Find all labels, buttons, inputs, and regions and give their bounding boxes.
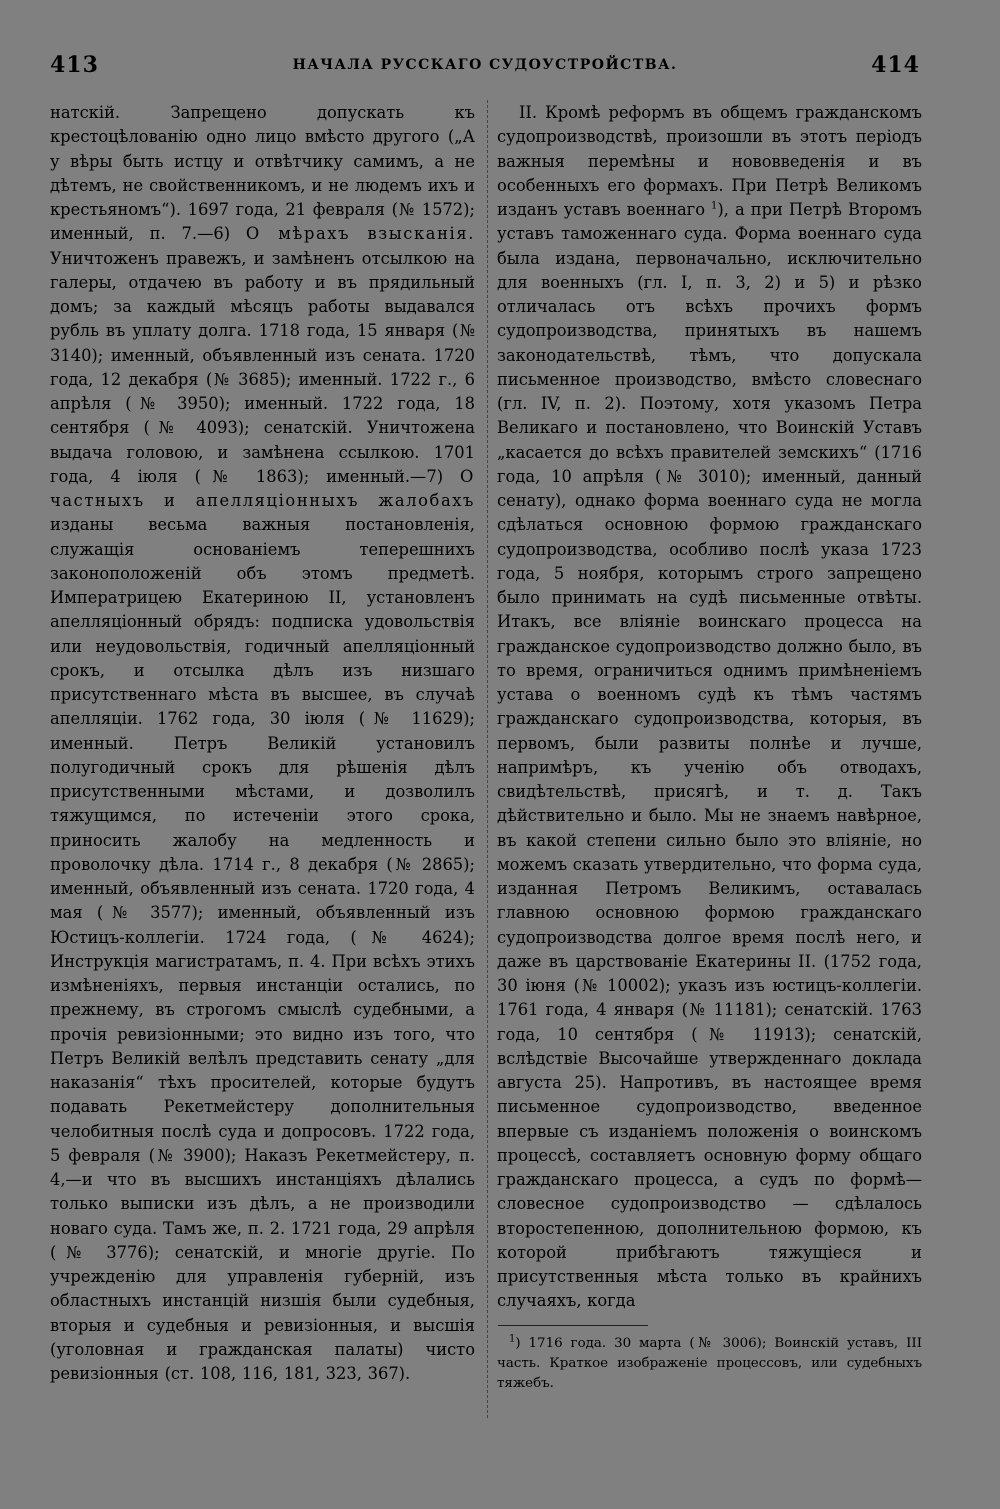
running-title: НАЧАЛА РУССКАГО СУДОУСТРОЙСТВА. (292, 57, 678, 73)
right-text-2: ), а при Петрѣ Второмъ уставъ таможеннаго суда. Форма военнаго суда была издана, первоначально, исключительно для военныхъ (гл. I, п. 3, 2) и 5) и рѣзко отличалась отъ всѣхъ прочихъ формъ судопроизводства, принятыхъ въ нашемъ законодательствѣ, тѣмъ, что допускала письменное производство, вмѣсто словеснаго (гл. IV, п. 2). Поэтому, хотя указомъ Петра Великаго и постановлено, что Воинскій Уставъ „касается до всѣхъ правителей земскихъ“ (1716 года, 10 апрѣля (№ 3010); именный, данный сенату), однако форма военнаго суда не могла сдѣлаться основною формою гражданскаго судопроизводства, особливо послѣ указа 1723 года, 5 ноября, которымъ строго запрещено было принимать на судѣ письменные отвѣты. Итакъ, все вліяніе воинскаго процесса на гражданское судопроизводство должно было, въ то время, ограничиться однимъ примѣненіемъ устава о военномъ судѣ къ тѣмъ частямъ гражданскаго судопроизводства, которыя, въ первомъ, были развиты полнѣе и лучше, напримѣръ, къ ученію объ отводахъ, свидѣтельствѣ, присягѣ, и т. д. Такъ дѣйствительно и было. Мы не знаемъ навѣрное, въ какой степени сильно было это вліяніе, но можемъ сказать утвердительно, что форма суда, изданная Петромъ Великимъ, оставалась главною основною формою гражданскаго судопроизводства долгое время послѣ него, и даже въ царствованіе Екатерины II. (1752 года, 30 іюня (№ 10002); указъ изъ юстицъ-коллегіи. 1761 года, 4 января (№ 11181); сенатскій. 1763 года, 10 сентября (№ 11913); сенатскій, вслѣдствіе Высочайше утвержденнаго доклада августа 25). Напротивъ, въ настоящее время письменное судопроизводство, введенное впервые съ изданіемъ положенія о воинскомъ процессѣ, составляетъ основную форму общаго гражданскаго процесса, а судъ по формѣ—словесное судопроизводство — сдѣлалось второстепенною, дополнительною формою, къ которой прибѣгаютъ тяжущіеся и присутственныя мѣста только въ крайнихъ случаяхъ, когда (497, 200, 922, 1311)
left-text-1: натскій. Запрещено допускать къ крестоцѣлованію одно лицо вмѣсто другого („А у вѣры быть истцу и отвѣтчику самимъ, а не дѣтемъ, не свойственникомъ, и не людемъ ихъ и крестьяномъ“). 1697 года, 21 февраля (№ 1572); именный, п. 7.—6) (50, 103, 475, 244)
right-column (497, 101, 922, 1314)
spaced-heading-measures: О мѣрахъ взысканія. (245, 224, 475, 244)
left-text-2: Уничтоженъ правежъ, и замѣненъ отсылкою на галеры, отдачею въ работу и въ прядильный домъ; за каждый мѣсяцъ работы выдавался рубль въ уплату долга. 1718 года, 15 января (№ 3140); именный, объявленный изъ сената. 1720 года, 12 декабря (№ 3685); именный. 1722 г., 6 апрѣля (№ 3950); именный. 1722 года, 18 сентября (№ 4093); сенатскій. Уничтожена выдача головою, и замѣнена ссылкою. 1701 года, 4 іюля (№ 1863); именный.—7) (50, 248, 475, 486)
left-column (50, 101, 475, 1386)
page-number-left: 413 (50, 52, 99, 78)
left-text-3: изданы весьма важныя постановленія, служащія основаніемъ теперешнихъ законоположеній объ этомъ предметѣ. Императрицею Екатериною II, установленъ апелляціонный обрядъ: подписка удовольствія или неудовольствія, годичный апелляціонный срокъ, и отсылка дѣлъ изъ низшаго присутственнаго мѣста въ высшее, въ случаѣ апелляціи. 1762 года, 30 іюля (№ 11629); именный. Петръ Великій установилъ полугодичный срокъ для рѣшенія дѣлъ присутственными мѣстами, и дозволилъ тяжущимся, по истеченіи этого срока, приносить жалобу на медленность и проволочку дѣла. 1714 г., 8 декабря (№ 2865); именный, объявленный изъ сената. 1720 года, 4 мая (№ 3577); именный, объявленный изъ Юстицъ-коллегіи. 1724 года, (№ 4624); Инструкція магистратамъ, п. 4. При всѣхъ этихъ измѣненіяхъ, первыя инстанціи остались, по прежнему, въ строгомъ смыслѣ судебными, а прочія ревизіонными; это видно изъ того, что Петръ Великій велѣлъ представить сенату „для наказанія“ тѣхъ просителей, которые будутъ подавать Рекетмейстеру дополнительныя челобитныя послѣ суда и допросовъ. 1722 года, 5 февраля (№ 3900); Наказъ Рекетмейстеру, п. 4,—и что въ высшихъ инстанціяхъ дѣлались только выписки изъ дѣлъ, а не производили новаго суда. Тамъ же, п. 2. 1721 года, 29 апрѣля (№ 3776); сенатскій, и многіе другіе. По учрежденію для управленія губерній, изъ областныхъ инстанцій низшія были судебныя, вторыя и судебныя и ревизіонныя, и высшія (уголовная и гражданская палаты) чисто ревизіонныя (ст. 108, 116, 181, 323, 367). (50, 515, 475, 1383)
footnote-marker: 1 (509, 1333, 516, 1345)
footnote-reference[interactable]: 1 (711, 200, 718, 212)
footnote-text: ) 1716 года. 30 марта (№ 3006); Воинскій уставъ, III часть. Краткое изображеніе процессовъ, или судебныхъ тяжебъ. (497, 1336, 922, 1391)
page-header (50, 52, 920, 82)
right-paragraph (497, 101, 922, 1314)
page-number-right: 414 (871, 52, 920, 78)
footnote-rule (498, 1325, 648, 1326)
left-paragraph (50, 101, 475, 1386)
spaced-heading-appeals: О частныхъ и апелляціонныхъ жалобахъ (50, 466, 475, 510)
right-text-1: II. Кромѣ реформъ въ общемъ гражданскомъ судопроизводствѣ, произошли въ этотъ періодъ важныя перемѣны и нововведенія и въ особенныхъ его формахъ. При Петрѣ Великомъ изданъ уставъ военнаго (497, 103, 922, 219)
column-divider (487, 100, 488, 1418)
footnote (497, 1334, 922, 1394)
